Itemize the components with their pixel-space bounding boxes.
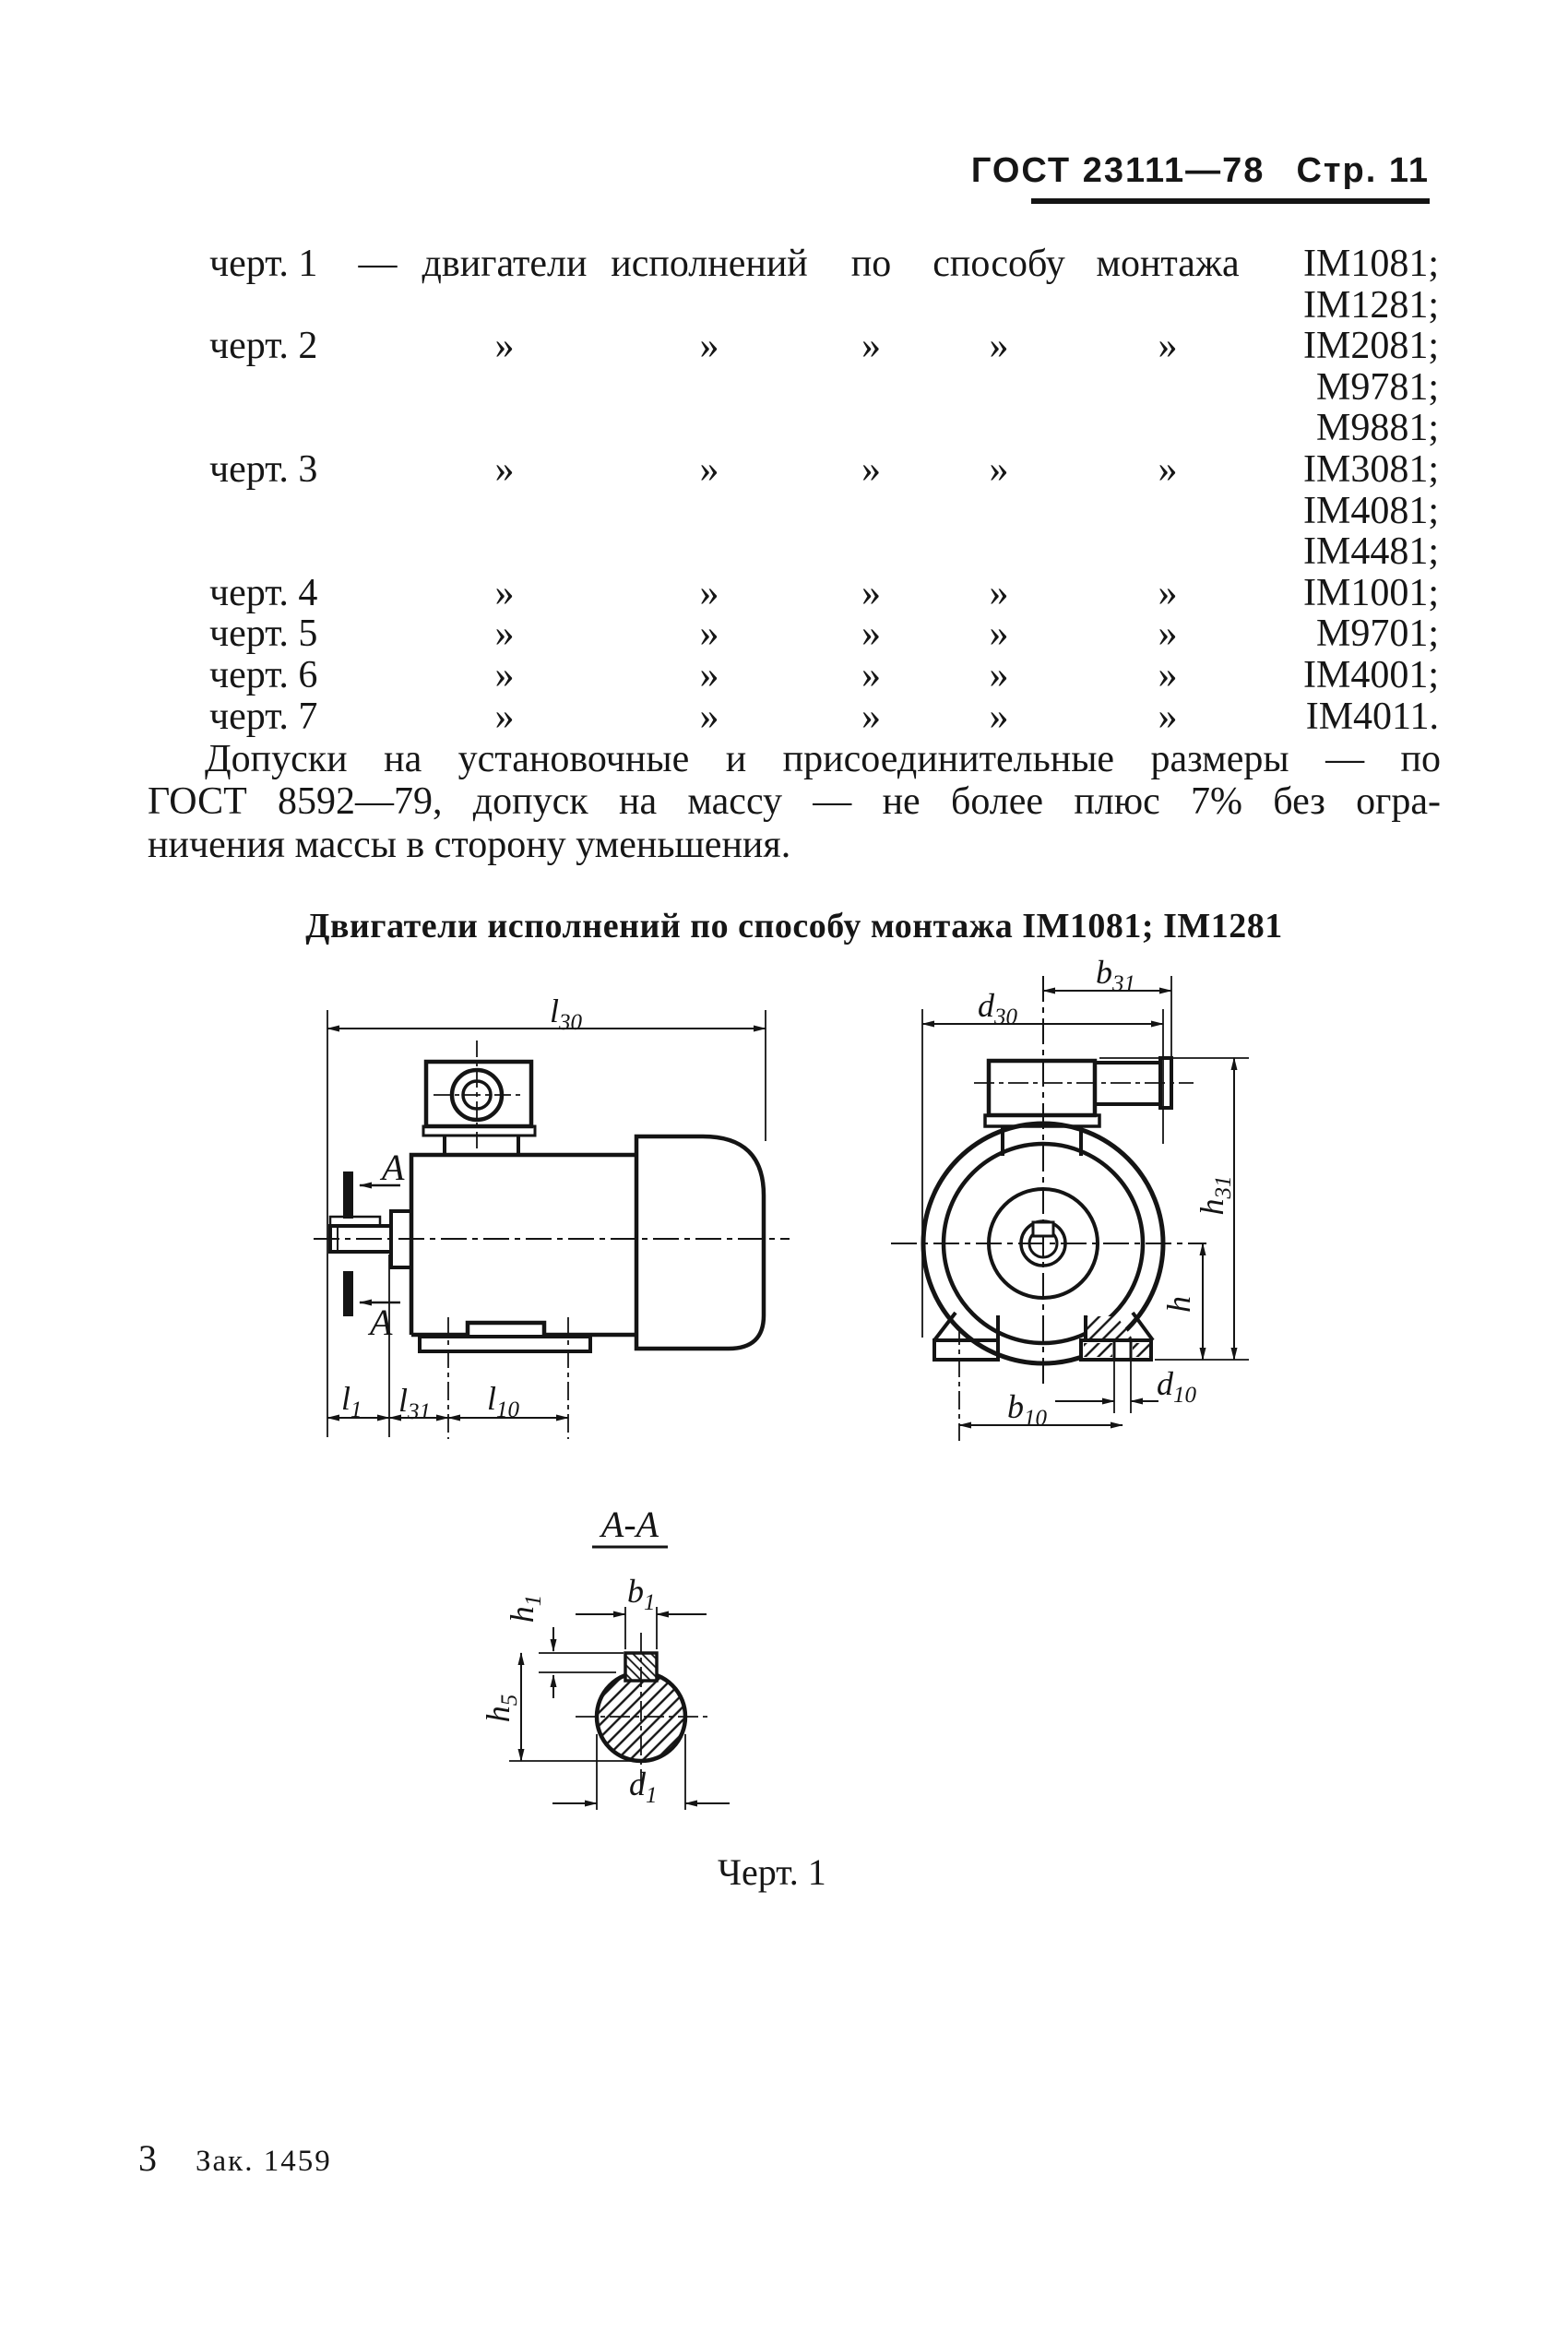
section-title: A-A [600, 1504, 659, 1545]
terminal-box-front [989, 1061, 1095, 1115]
ditto-mark: » [494, 447, 515, 491]
list-item [209, 408, 1439, 449]
row-word: двигатели [422, 243, 588, 285]
ditto-mark: » [494, 571, 515, 614]
row-word: по [850, 243, 892, 285]
standard-number: ГОСТ 23111—78 [970, 151, 1265, 190]
mount-designation: IM4081; [1303, 489, 1439, 532]
dim-d10: $d_{10}$ [1157, 1365, 1196, 1408]
ditto-mark: » [1158, 447, 1178, 491]
ditto-mark: » [1158, 653, 1178, 696]
dim-l1: $l_1$ [341, 1380, 362, 1422]
mount-designation: IM1281; [1303, 283, 1439, 327]
ditto-mark: » [989, 653, 1009, 696]
ditto-mark: » [1158, 612, 1178, 656]
figure-caption: Черт. 1 [718, 1851, 826, 1893]
dim-b10: $b_{10}$ [1007, 1388, 1047, 1431]
list-item [209, 367, 1439, 409]
ditto-mark: » [861, 695, 881, 738]
mount-designation: IM3081; [1303, 447, 1439, 491]
figure-title: Двигатели исполнений по способу монтажа IM1081; IM1281 [305, 907, 1283, 945]
mount-designation: IM4001; [1303, 653, 1439, 696]
paragraph-line: Допуски на установочные и присоединительные размеры — по [205, 738, 1441, 780]
side-view-dimensions [327, 993, 766, 1439]
list-item [209, 696, 1439, 738]
ditto-mark: » [1158, 695, 1178, 738]
ditto-mark: » [1158, 325, 1178, 368]
mount-designation: IM1081; [1303, 243, 1439, 285]
ditto-mark: » [699, 571, 719, 614]
front-view-dimensions [922, 959, 1249, 1441]
keyway [1033, 1222, 1053, 1236]
dim-h1: $h_1$ [504, 1594, 546, 1623]
list-item [209, 613, 1439, 655]
ditto-mark: » [699, 447, 719, 491]
mount-designation: IM4481; [1303, 530, 1439, 574]
list-item [209, 573, 1439, 614]
list-item [209, 285, 1439, 327]
ditto-mark: » [494, 695, 515, 738]
row-label [209, 285, 348, 327]
ditto-mark: » [989, 447, 1009, 491]
row-label: черт. 2 [209, 325, 318, 368]
row-label: черт. 3 [209, 447, 318, 491]
list-item [209, 449, 1439, 491]
row-label: черт. 4 [209, 571, 318, 614]
page-footer [138, 2136, 332, 2180]
print-order-number: Зак. 1459 [196, 2145, 332, 2178]
tolerance-paragraph [148, 738, 1441, 866]
ditto-mark: » [989, 325, 1009, 368]
ditto-mark: » [989, 695, 1009, 738]
row-word: способу [932, 243, 1065, 285]
dim-b31: $b_{31}$ [1096, 959, 1135, 996]
mount-designation: М9781; [1315, 365, 1439, 409]
ditto-mark: » [861, 653, 881, 696]
list-item [209, 531, 1439, 573]
ditto-mark: » [861, 571, 881, 614]
ditto-mark: » [1158, 571, 1178, 614]
dim-d30: $d_{30}$ [978, 987, 1017, 1029]
paragraph-line: ничения массы в сторону уменьшения. [148, 823, 791, 866]
mount-designation: IM4011. [1305, 695, 1439, 738]
front-view [891, 959, 1249, 1441]
page-number-label: Стр. 11 [1296, 151, 1430, 190]
section-plane-marks [343, 1147, 405, 1343]
row-label: черт. 7 [209, 695, 318, 738]
ditto-mark: » [989, 612, 1009, 656]
section-a-a [480, 1504, 730, 1810]
motor-drawing [304, 959, 1494, 1457]
row-word: монтажа [1096, 243, 1240, 285]
list-item [209, 655, 1439, 696]
ditto-mark: » [699, 612, 719, 656]
row-word: исполнений [611, 243, 808, 285]
section-a-a-drawing [452, 1504, 784, 1822]
dim-l30: $l_{30}$ [550, 993, 583, 1035]
page-header [971, 151, 1430, 191]
ditto-mark: » [494, 612, 515, 656]
motor-body-side [411, 1155, 636, 1335]
fan-cover [636, 1136, 764, 1349]
list-item [209, 491, 1439, 532]
row-label: черт. 6 [209, 653, 318, 696]
paragraph-line: ГОСТ 8592—79, допуск на массу — не более плюс 7% без огра- [148, 780, 1441, 824]
ditto-mark: » [699, 653, 719, 696]
dim-l10: $l_{10}$ [487, 1380, 520, 1422]
mount-designation: М9881; [1315, 407, 1439, 450]
ditto-mark: » [699, 695, 719, 738]
sheet-number: 3 [138, 2137, 157, 2179]
dim-h: h [1160, 1296, 1197, 1313]
drawing-reference-list [209, 244, 1439, 737]
ditto-mark: » [494, 653, 515, 696]
row-dash: — [358, 243, 398, 285]
row-label: черт. 1 [209, 243, 318, 285]
dim-h5: $h_5$ [480, 1694, 522, 1723]
ditto-mark: » [861, 325, 881, 368]
row-label: черт. 5 [209, 612, 318, 656]
ditto-mark: » [989, 571, 1009, 614]
section-mark-label: A [382, 1147, 405, 1188]
dim-l31: $l_{31}$ [398, 1382, 432, 1424]
ditto-mark: » [861, 612, 881, 656]
ditto-mark: » [494, 325, 515, 368]
list-item [209, 326, 1439, 367]
dim-b1: $b_1$ [627, 1573, 656, 1615]
ditto-mark: » [861, 447, 881, 491]
mount-designation: IM2081; [1303, 325, 1439, 368]
dim-h31: $h_{31}$ [1194, 1175, 1236, 1216]
section-mark-label: A [370, 1302, 393, 1343]
list-item [209, 244, 1439, 285]
mount-designation: IM1001; [1303, 571, 1439, 614]
ditto-mark: » [699, 325, 719, 368]
header-divider [1031, 198, 1430, 204]
foot-side [420, 1337, 590, 1351]
mount-designation: М9701; [1315, 612, 1439, 656]
side-view [314, 993, 790, 1439]
dim-d1: $d_1$ [629, 1766, 658, 1808]
foot-right-section [1081, 1313, 1153, 1360]
